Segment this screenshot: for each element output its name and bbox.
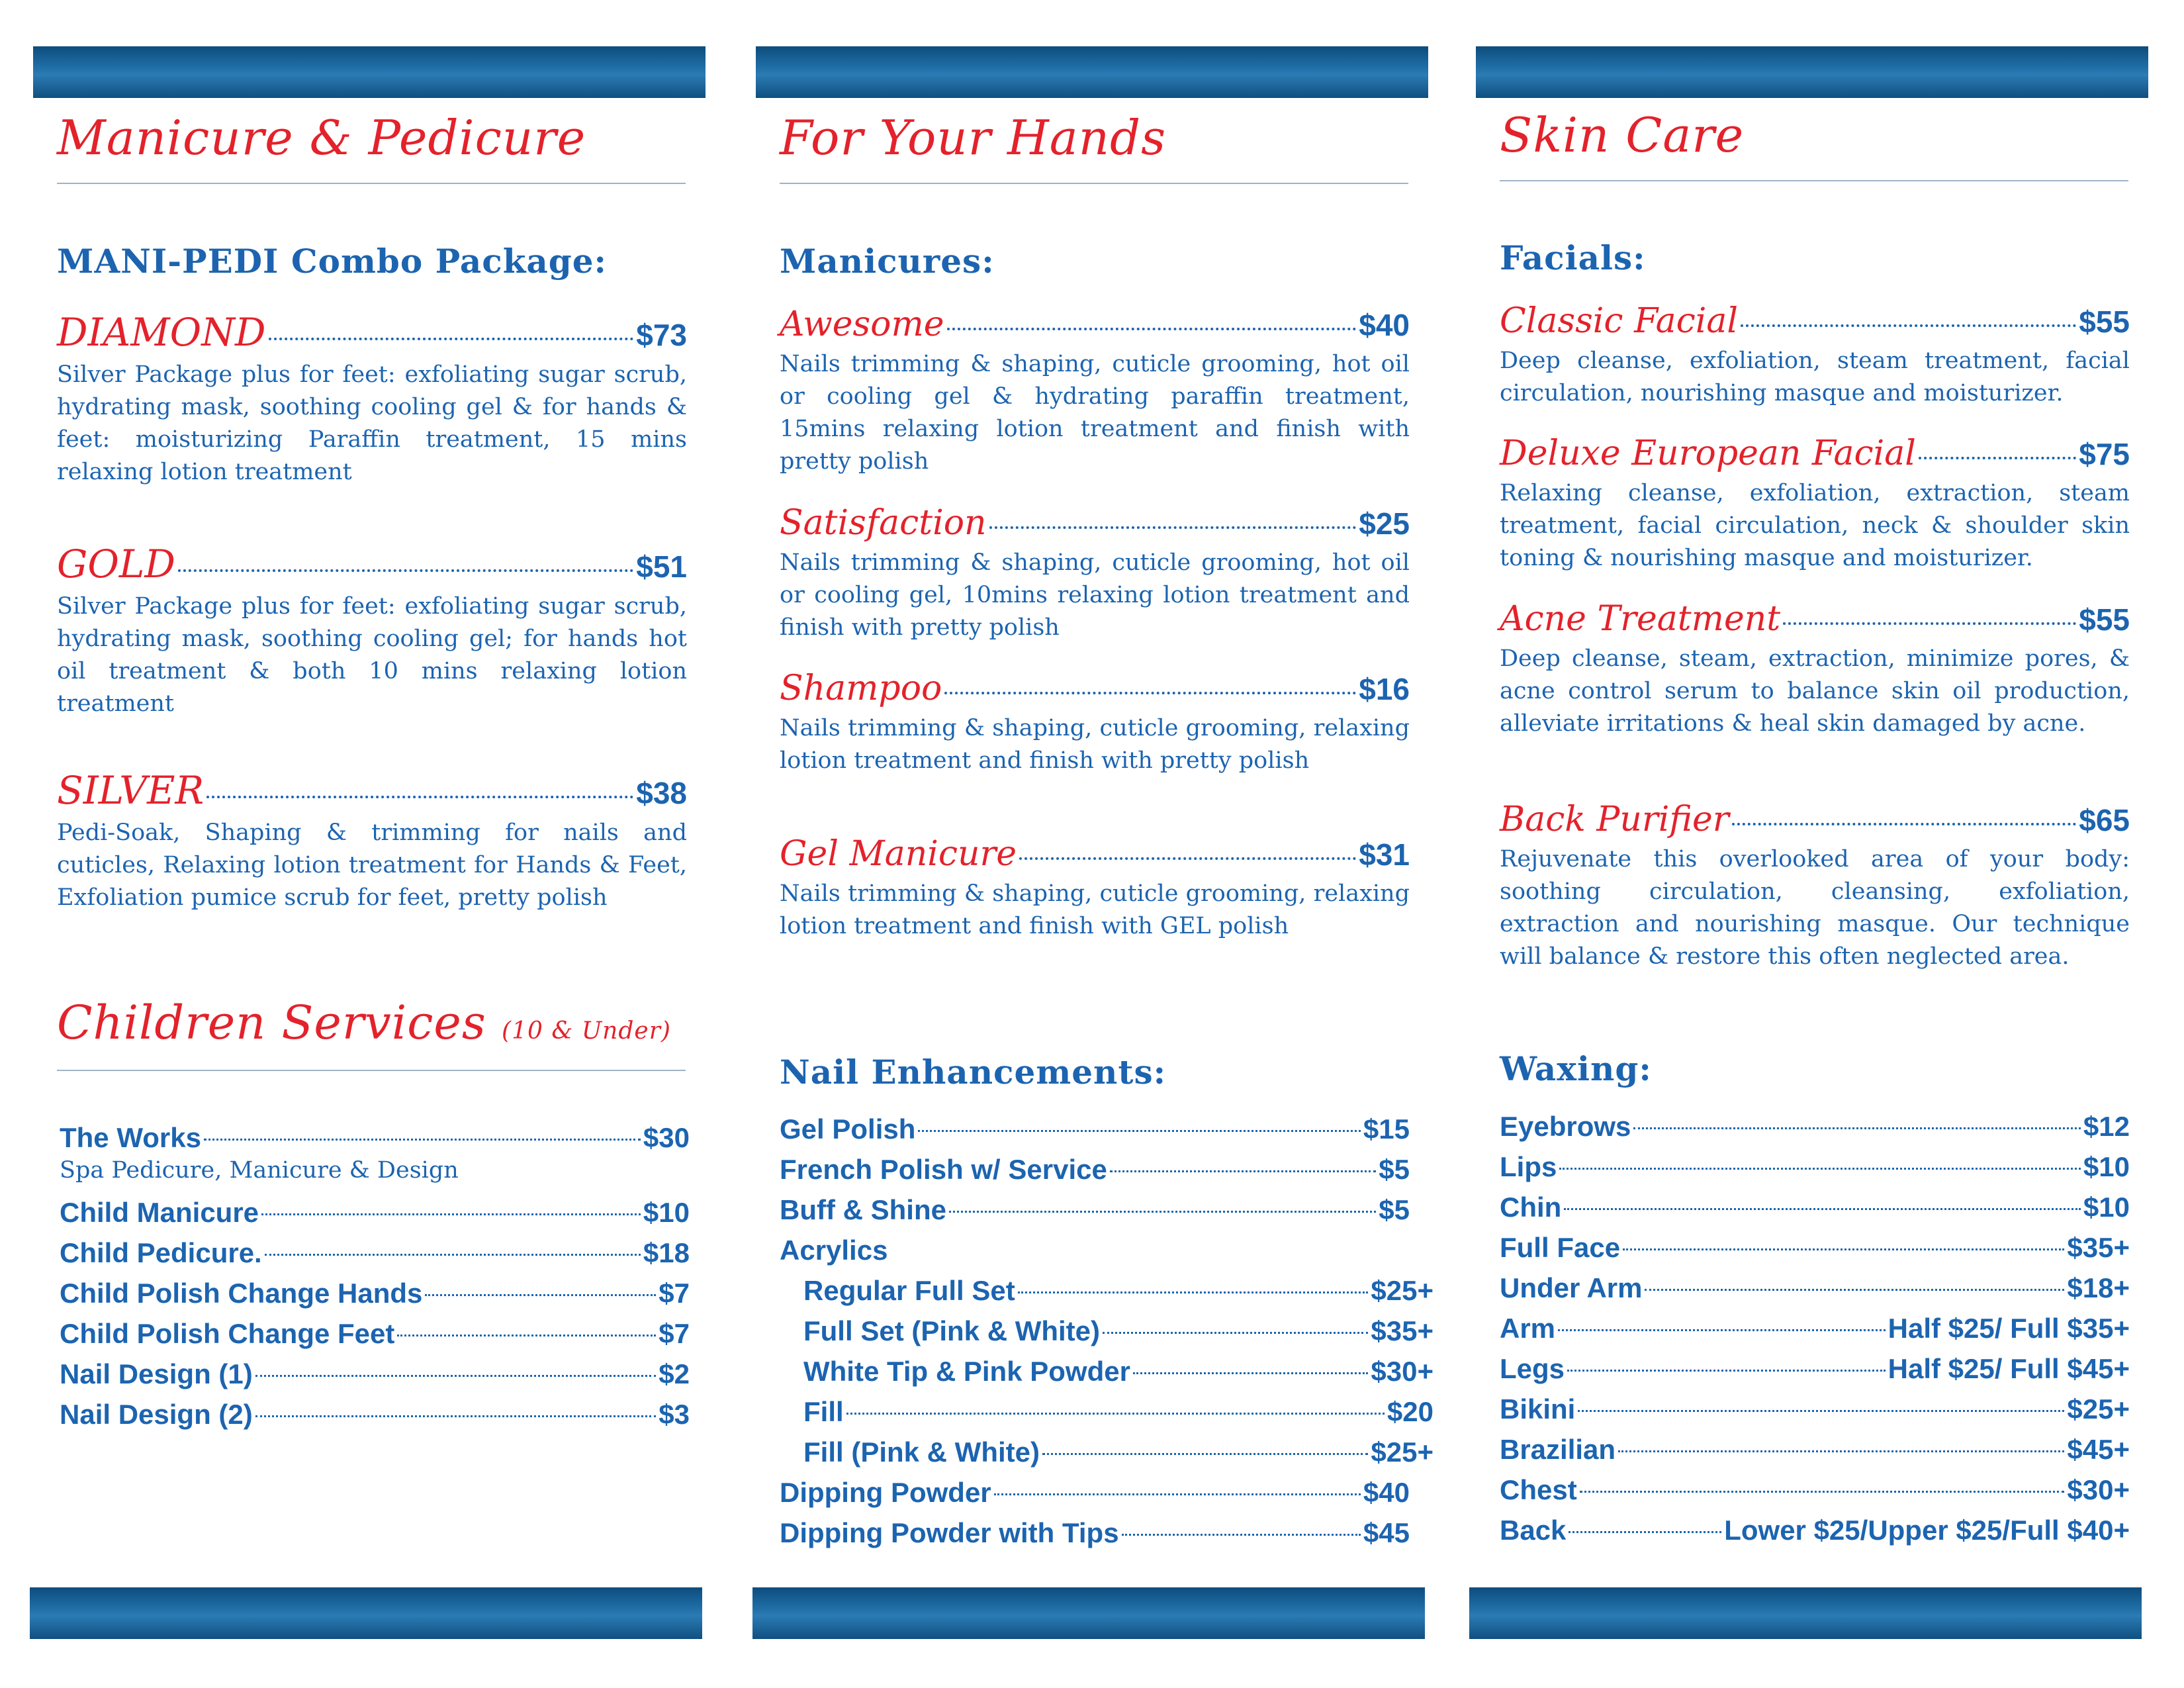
list-item: [1500, 1272, 2130, 1313]
item-name: Child Polish Change Feet: [60, 1318, 395, 1349]
leader-dots: [261, 1213, 641, 1215]
item-name: White Tip & Pink Powder: [803, 1356, 1130, 1387]
divider: [57, 183, 686, 184]
package-name: GOLD: [57, 541, 175, 586]
list-item: [1500, 1232, 2130, 1272]
service-name: Satisfaction: [780, 503, 987, 543]
service-description: Nails trimming & shaping, cuticle grooming, relaxing lotion treatment and finish with pretty polish: [780, 715, 1410, 774]
leader-dots: [1133, 1372, 1368, 1374]
list-item: [1500, 1393, 2130, 1434]
service-name: Acne Treatment: [1500, 599, 1781, 639]
leader-dots: [1623, 1248, 2064, 1250]
footer-band: [1469, 1587, 2142, 1639]
item-name: Full Set (Pink & White): [803, 1315, 1100, 1346]
package-diamond: [57, 310, 687, 489]
list-item: [1500, 1111, 2130, 1151]
manicures-heading: Manicures:: [780, 242, 995, 281]
facial-acne-treatment: [1500, 599, 2130, 740]
list-item: [1500, 1515, 2130, 1555]
item-price: $20: [1387, 1396, 1433, 1427]
list-item: [1500, 1353, 2130, 1393]
divider: [780, 183, 1408, 184]
item-price: $10: [2083, 1151, 2130, 1182]
service-name: Shampoo: [780, 669, 942, 708]
footer-band: [752, 1587, 1425, 1639]
leader-dots: [1919, 457, 2076, 459]
leader-dots: [1564, 1208, 2081, 1210]
service-description: Deep cleanse, exfoliation, steam treatment, facial circulation, nourishing masque and moisturizer.: [1500, 348, 2130, 406]
item-price: Lower $25/Upper $25/Full $40+: [1724, 1515, 2130, 1546]
service-price: $65: [2079, 803, 2130, 837]
manicure-gel: [780, 834, 1410, 943]
facials-heading: Facials:: [1500, 238, 1646, 277]
item-price: $5: [1379, 1194, 1410, 1225]
column-skin-care: [1476, 0, 2148, 1688]
list-item: [780, 1113, 1410, 1154]
service-price: $31: [1359, 837, 1410, 872]
service-description: Relaxing cleanse, exfoliation, extraction, steam treatment, facial circulation, neck & shoulder skin toning & nourishing masque and moisturizer.: [1500, 480, 2130, 571]
list-item: [60, 1399, 690, 1439]
package-price: $38: [636, 776, 687, 810]
item-price: $45: [1363, 1517, 1410, 1548]
leader-dots: [949, 1211, 1376, 1213]
leader-dots: [1580, 1491, 2065, 1493]
package-gold: [57, 541, 687, 720]
manicure-shampoo: [780, 669, 1410, 777]
service-name: Deluxe European Facial: [1500, 434, 1916, 473]
manicure-satisfaction: [780, 503, 1410, 644]
leader-dots: [1122, 1534, 1361, 1536]
service-price: $25: [1359, 506, 1410, 541]
list-item: [60, 1122, 690, 1162]
children-services-list: [60, 1122, 690, 1439]
leader-dots: [944, 692, 1356, 694]
facial-back-purifier: [1500, 800, 2130, 973]
leader-dots: [1019, 857, 1356, 860]
column-for-your-hands: [756, 0, 1433, 1688]
service-price: $75: [2079, 437, 2130, 471]
list-item: [780, 1275, 1433, 1315]
item-price: $5: [1379, 1154, 1410, 1185]
nail-enhancements-heading: Nail Enhancements:: [780, 1053, 1167, 1092]
item-name: Buff & Shine: [780, 1194, 946, 1225]
service-name: Classic Facial: [1500, 301, 1739, 341]
list-item: [1500, 1474, 2130, 1515]
item-name: Dipping Powder: [780, 1477, 991, 1508]
leader-dots: [178, 569, 633, 572]
item-price: $7: [659, 1278, 690, 1309]
service-name: Back Purifier: [1500, 800, 1729, 839]
leader-dots: [206, 796, 633, 798]
leader-dots: [1558, 1329, 1886, 1331]
facial-classic: [1500, 301, 2130, 410]
combo-heading: MANI-PEDI Combo Package:: [57, 242, 607, 281]
leader-dots: [994, 1493, 1361, 1495]
section-title: For Your Hands: [780, 110, 1167, 165]
leader-dots: [255, 1375, 657, 1377]
service-description: Nails trimming & shaping, cuticle grooming, hot oil or cooling gel & hydrating paraffin treatment, 15mins relaxing lotion treatment and finish with pretty polish: [780, 351, 1410, 475]
leader-dots: [1618, 1450, 2064, 1452]
service-price: $40: [1359, 308, 1410, 342]
package-description: Silver Package plus for feet: exfoliating sugar scrub, hydrating mask, soothing cooling gel & for hands & feet: moisturizing Paraffin treatment, 15 mins relaxing lotion treatment: [57, 361, 687, 485]
list-item: [780, 1477, 1410, 1517]
item-price: Half $25/ Full $45+: [1888, 1353, 2130, 1384]
package-price: $73: [636, 318, 687, 352]
item-price: $12: [2083, 1111, 2130, 1142]
list-item: [780, 1396, 1433, 1436]
facial-deluxe-european: [1500, 434, 2130, 575]
leader-dots: [1578, 1410, 2064, 1412]
package-price: $51: [636, 549, 687, 584]
item-name: Nail Design (1): [60, 1358, 253, 1389]
item-price: $25+: [2067, 1393, 2130, 1425]
item-price: Half $25/ Full $35+: [1888, 1313, 2130, 1344]
item-price: $35+: [1371, 1315, 1433, 1346]
leader-dots: [1567, 1370, 1886, 1372]
item-name: Back: [1500, 1515, 1567, 1546]
divider: [57, 1070, 686, 1071]
header-band: [756, 46, 1428, 98]
list-item: [780, 1315, 1433, 1356]
leader-dots: [1110, 1170, 1376, 1172]
leader-dots: [397, 1335, 656, 1336]
item-name: Gel Polish: [780, 1113, 916, 1145]
list-item: [60, 1278, 690, 1318]
item-name: Lips: [1500, 1151, 1557, 1182]
leader-dots: [1018, 1291, 1369, 1293]
leader-dots: [1732, 823, 2077, 825]
leader-dots: [269, 338, 634, 340]
waxing-list: [1500, 1111, 2130, 1555]
footer-band: [30, 1587, 702, 1639]
item-price: $10: [2083, 1192, 2130, 1223]
item-name: Chest: [1500, 1474, 1577, 1505]
package-description: Pedi-Soak, Shaping & trimming for nails and cuticles, Relaxing lotion treatment for Hands & Feet, Exfoliation pumice scrub for feet, pretty polish: [57, 820, 687, 911]
item-price: $30+: [2067, 1474, 2130, 1505]
waxing-heading: Waxing:: [1500, 1049, 1652, 1088]
leader-dots: [1783, 622, 2076, 625]
item-price: $25+: [1371, 1275, 1433, 1306]
item-name: The Works: [60, 1122, 201, 1153]
list-item: [1500, 1151, 2130, 1192]
leader-dots: [1559, 1168, 2081, 1170]
list-item: [60, 1237, 690, 1278]
service-price: $55: [2079, 602, 2130, 637]
item-name: Chin: [1500, 1192, 1562, 1223]
item-name: Regular Full Set: [803, 1275, 1015, 1306]
service-description: Nails trimming & shaping, cuticle grooming, hot oil or cooling gel, 10mins relaxing lotion treatment and finish with pretty polish: [780, 549, 1410, 641]
item-price: $15: [1363, 1113, 1410, 1145]
leader-dots: [204, 1139, 641, 1141]
leader-dots: [1645, 1289, 2064, 1291]
list-item: [780, 1356, 1433, 1396]
service-name: Gel Manicure: [780, 834, 1017, 874]
item-price: $40: [1363, 1477, 1410, 1508]
item-price: $30: [643, 1122, 690, 1153]
leader-dots: [1741, 324, 2076, 327]
column-manicure-pedicure: [33, 0, 705, 1688]
item-price: $30+: [1371, 1356, 1433, 1387]
children-age-note: (10 & Under): [502, 1017, 671, 1045]
list-item: [60, 1358, 690, 1399]
leader-dots: [989, 526, 1357, 529]
service-description: Deep cleanse, steam, extraction, minimize pores, & acne control serum to balance skin oil production, alleviate irritations & heal skin damaged by acne.: [1500, 645, 2130, 737]
children-title: [57, 996, 687, 1050]
list-item: [1500, 1192, 2130, 1232]
item-name: Full Face: [1500, 1232, 1621, 1263]
item-price: $7: [659, 1318, 690, 1349]
leader-dots: [947, 328, 1357, 330]
leader-dots: [425, 1294, 656, 1296]
item-name: Eyebrows: [1500, 1111, 1631, 1142]
package-silver: [57, 768, 687, 914]
item-name: Child Manicure: [60, 1197, 259, 1228]
item-name: Fill (Pink & White): [803, 1436, 1040, 1468]
package-name: DIAMOND: [57, 310, 266, 355]
item-price: $2: [659, 1358, 690, 1389]
item-name: Fill: [803, 1396, 844, 1427]
item-name: Brazilian: [1500, 1434, 1616, 1465]
header-band: [33, 46, 705, 98]
service-name: Awesome: [780, 305, 944, 344]
nail-enhancements-list: [780, 1113, 1433, 1558]
item-name: Child Polish Change Hands: [60, 1278, 423, 1309]
list-item: [60, 1318, 690, 1358]
item-name: Legs: [1500, 1353, 1565, 1384]
list-item: [780, 1194, 1410, 1235]
list-item: [1500, 1434, 2130, 1474]
item-price: $10: [643, 1197, 690, 1228]
leader-dots: [255, 1415, 657, 1417]
manicure-awesome: [780, 305, 1410, 478]
item-name: Dipping Powder with Tips: [780, 1517, 1119, 1548]
list-item: [1500, 1313, 2130, 1353]
leader-dots: [1633, 1127, 2081, 1129]
header-band: [1476, 46, 2148, 98]
leader-dots: [918, 1130, 1361, 1132]
list-item: [780, 1154, 1410, 1194]
item-name: Child Pedicure.: [60, 1237, 262, 1268]
leader-dots: [1042, 1453, 1368, 1455]
divider: [1500, 180, 2128, 181]
service-description: Rejuvenate this overlooked area of your body: soothing circulation, cleansing, exfoliation, extraction and nourishing masque. Our technique will balance & restore this often neglected area.: [1500, 846, 2130, 970]
leader-dots: [1103, 1332, 1368, 1334]
list-item: [780, 1517, 1410, 1558]
item-price: $45+: [2067, 1434, 2130, 1465]
item-price: $35+: [2067, 1232, 2130, 1263]
item-price: $18+: [2067, 1272, 2130, 1303]
service-price: $16: [1359, 672, 1410, 706]
item-price: $18: [643, 1237, 690, 1268]
item-name: Arm: [1500, 1313, 1556, 1344]
acrylics-label: Acrylics: [780, 1235, 888, 1266]
list-item: [780, 1436, 1433, 1477]
list-item: [60, 1197, 690, 1237]
children-title-text: Children Services: [57, 996, 486, 1050]
package-name: SILVER: [57, 768, 205, 813]
item-price: $3: [659, 1399, 690, 1430]
leader-dots: [846, 1413, 1385, 1415]
item-name: Under Arm: [1500, 1272, 1643, 1303]
leader-dots: [1569, 1531, 1721, 1533]
service-price: $55: [2079, 305, 2130, 339]
item-name: French Polish w/ Service: [780, 1154, 1107, 1185]
service-description: Nails trimming & shaping, cuticle grooming, relaxing lotion treatment and finish with GEL polish: [780, 880, 1410, 939]
item-description: Spa Pedicure, Manicure & Design: [60, 1157, 459, 1184]
section-title: Skin Care: [1500, 107, 1745, 163]
leader-dots: [265, 1254, 641, 1256]
section-title: Manicure & Pedicure: [57, 110, 586, 165]
item-name: Bikini: [1500, 1393, 1576, 1425]
item-name: Nail Design (2): [60, 1399, 253, 1430]
item-price: $25+: [1371, 1436, 1433, 1468]
package-description: Silver Package plus for feet: exfoliating sugar scrub, hydrating mask, soothing cooling gel; for hands hot oil treatment & both 10 mins relaxing lotion treatment: [57, 593, 687, 717]
